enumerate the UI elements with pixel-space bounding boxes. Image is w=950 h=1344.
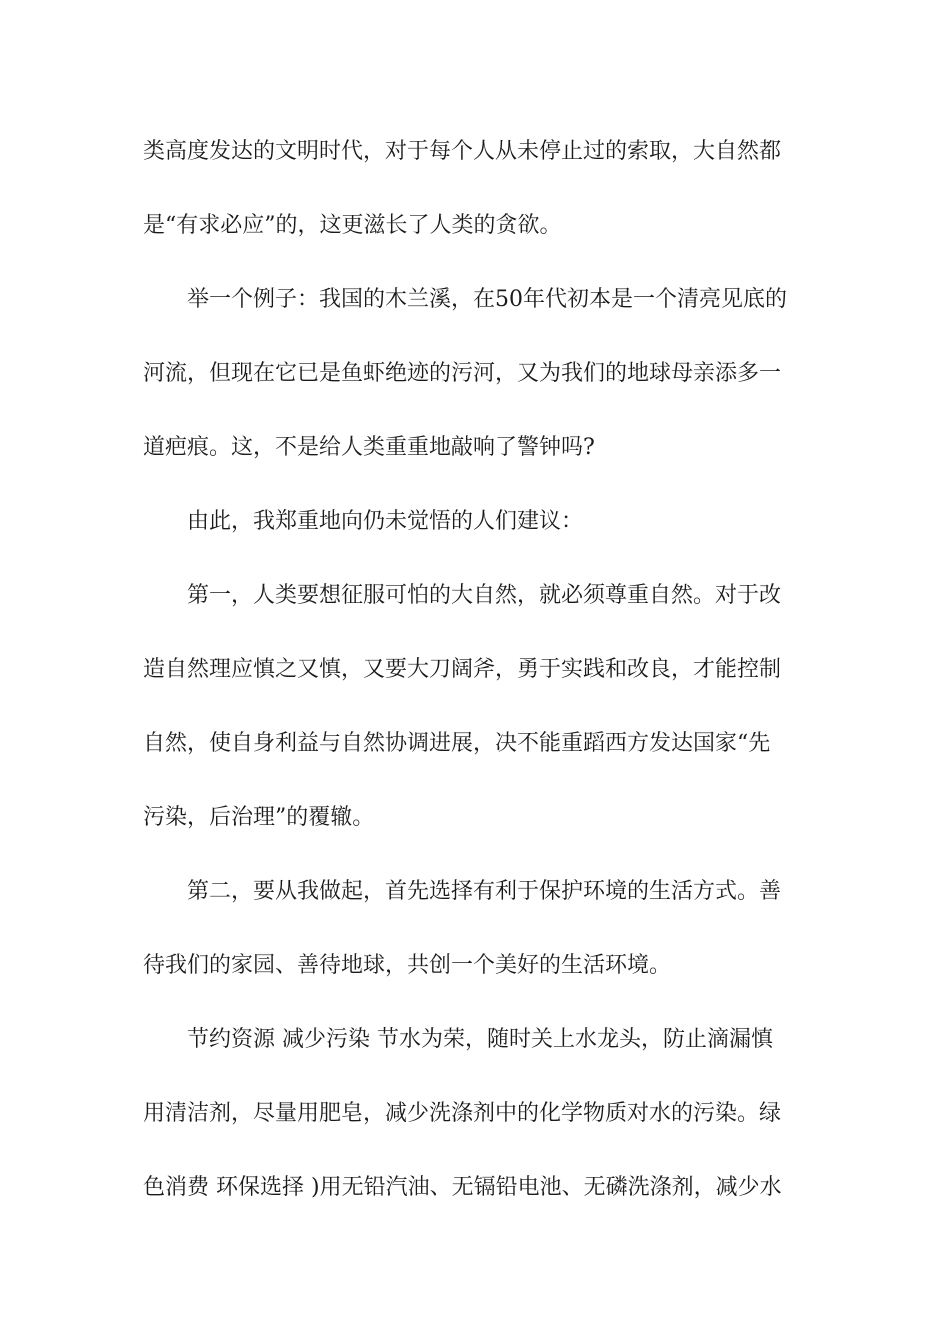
text-line: 道疤痕。这，不是给人类重重地敲响了警钟吗? — [143, 435, 595, 460]
text-line: 河流，但现在它已是鱼虾绝迹的污河，又为我们的地球母亲添多一 — [143, 361, 782, 386]
text-line: 举一个例子：我国的木兰溪，在50年代初本是一个清亮见底的 — [187, 287, 787, 312]
text-line: 是“有求必应”的，这更滋长了人类的贪欲。 — [143, 213, 562, 238]
text-line: 第一，人类要想征服可怕的大自然，就必须尊重自然。对于改 — [187, 583, 782, 608]
text-line: 待我们的家园、善待地球，共创一个美好的生活环境。 — [143, 953, 672, 978]
text-line: 节约资源 减少污染 节水为荣，随时关上水龙头，防止滴漏慎 — [187, 1027, 773, 1052]
text-line: 第二，要从我做起，首先选择有利于保护环境的生活方式。善 — [187, 879, 782, 904]
text-line: 色消费 环保选择 )用无铅汽油、无镉铅电池、无磷洗涤剂，减少水 — [143, 1175, 782, 1200]
text-line: 用清洁剂，尽量用肥皂，减少洗涤剂中的化学物质对水的污染。绿 — [143, 1101, 782, 1126]
text-line: 类高度发达的文明时代，对于每个人从未停止过的索取，大自然都 — [143, 139, 782, 164]
text-line: 自然，使自身利益与自然协调进展，决不能重蹈西方发达国家“先 — [143, 731, 771, 756]
text-line: 造自然理应慎之又慎，又要大刀阔斧，勇于实践和改良，才能控制 — [143, 657, 782, 682]
document-body — [143, 128, 808, 1238]
text-line: 污染，后治理”的覆辙。 — [143, 805, 375, 830]
text-line: 由此，我郑重地向仍未觉悟的人们建议： — [187, 509, 584, 534]
